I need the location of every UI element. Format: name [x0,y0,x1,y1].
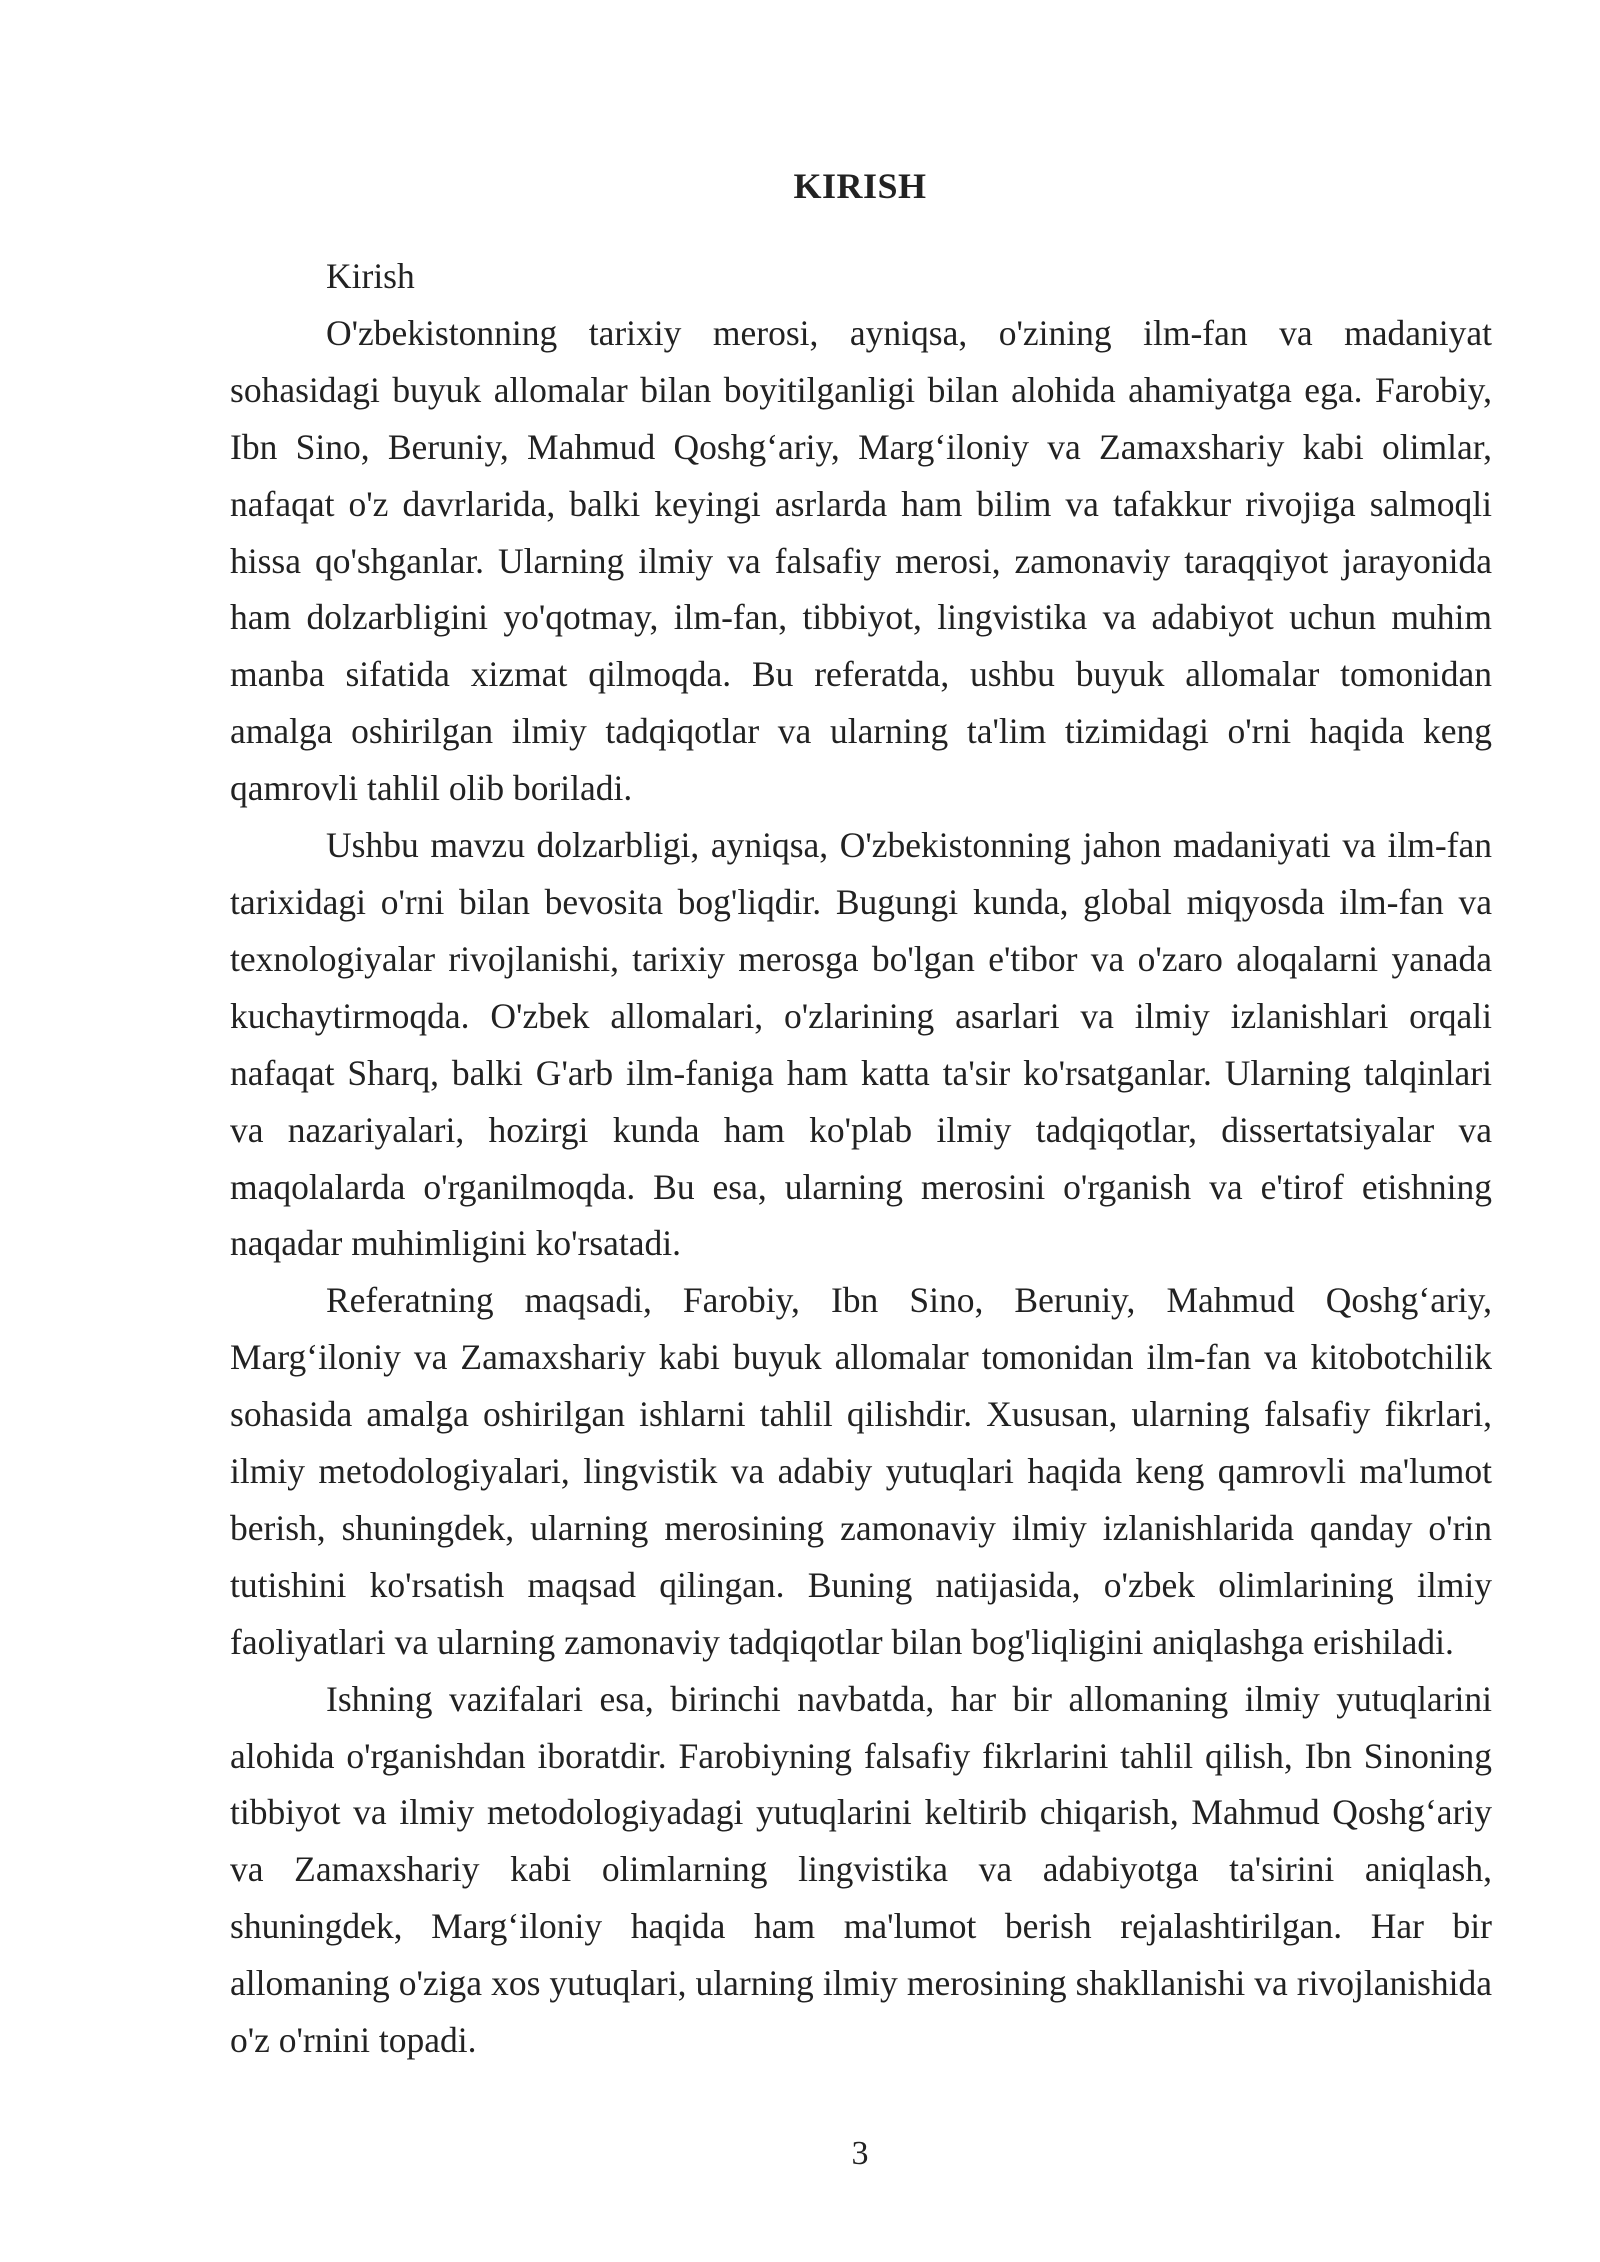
page-number: 3 [851,2135,869,2172]
page-title: KIRISH [793,166,927,206]
paragraph-3: Referatning maqsadi, Farobiy, Ibn Sino, Beruniy, Mahmud Qoshg‘ariy, Marg‘iloniy va Zamaxshariy kabi buyuk allomalar tomonidan ilm-fan va kitobotchilik sohasida amalga oshirilgan ishlarni tahlil qilishdir. Xususan, ularning falsafiy fikrlari, ilmiy metodologiyalari, lingvistik va adabiy yutuqlari haqida keng qamrovli ma'lumot berish, shuningdek, ularning merosining zamonaviy ilmiy izlanishlarida qanday o'rin tutishini ko'rsatish maqsad qilingan. Buning natijasida, o'zbek olimlarining ilmiy faoliyatlari va ularning zamonaviy tadqiqotlar bilan bog'liqligini aniqlashga erishiladi. [230,1280,1492,1662]
section-subheading: Kirish [326,256,415,296]
paragraph-2: Ushbu mavzu dolzarbligi, ayniqsa, O'zbekistonning jahon madaniyati va ilm-fan tarixidagi o'rni bilan bevosita bog'liqdir. Bugungi kunda, global miqyosda ilm-fan va texnologiyalar rivojlanishi, tarixiy merosga bo'lgan e'tibor va o'zaro aloqalarni yanada kuchaytirmoqda. O'zbek allomalari, o'zlarining asarlari va ilmiy izlanishlari orqali nafaqat Sharq, balki G'arb ilm-faniga ham katta ta'sir ko'rsatganlar. Ularning talqinlari va nazariyalari, hozirgi kunda ham ko'plab ilmiy tadqiqotlar, dissertatsiyalar va maqolalarda o'rganilmoqda. Bu esa, ularning merosini o'rganish va e'tirof etishning naqadar muhimligini ko'rsatadi. [230,825,1492,1264]
body-text [230,248,1492,2069]
paragraph-4: Ishning vazifalari esa, birinchi navbatda, har bir allomaning ilmiy yutuqlarini alohida o'rganishdan iboratdir. Farobiyning falsafiy fikrlarini tahlil qilish, Ibn Sinoning tibbiyot va ilmiy metodologiyadagi yutuqlarini keltirib chiqarish, Mahmud Qoshg‘ariy va Zamaxshariy kabi olimlarning lingvistika va adabiyotga ta'sirini aniqlash, shuningdek, Marg‘iloniy haqida ham ma'lumot berish rejalashtirilgan. Har bir allomaning o'ziga xos yutuqlari, ularning ilmiy merosining shakllanishi va rivojlanishida o'z o'rnini topadi. [230,1678,1492,2061]
paragraph-1: O'zbekistonning tarixiy merosi, ayniqsa, o'zining ilm-fan va madaniyat sohasidagi buyuk allomalar bilan boyitilganligi bilan alohida ahamiyatga ega. Farobiy, Ibn Sino, Beruniy, Mahmud Qoshg‘ariy, Marg‘iloniy va Zamaxshariy kabi olimlar, nafaqat o'z davrlarida, balki keyingi asrlarda ham bilim va tafakkur rivojiga salmoqli hissa qo'shganlar. Ularning ilmiy va falsafiy merosi, zamonaviy taraqqiyot jarayonida ham dolzarbligini yo'qotmay, ilm-fan, tibbiyot, lingvistika va adabiyot uchun muhim manba sifatida xizmat qilmoqda. Bu referatda, ushbu buyuk allomalar tomonidan amalga oshirilgan ilmiy tadqiqotlar va ularning ta'lim tizimidagi o'rni haqida keng qamrovli tahlil olib boriladi. [230,312,1492,809]
